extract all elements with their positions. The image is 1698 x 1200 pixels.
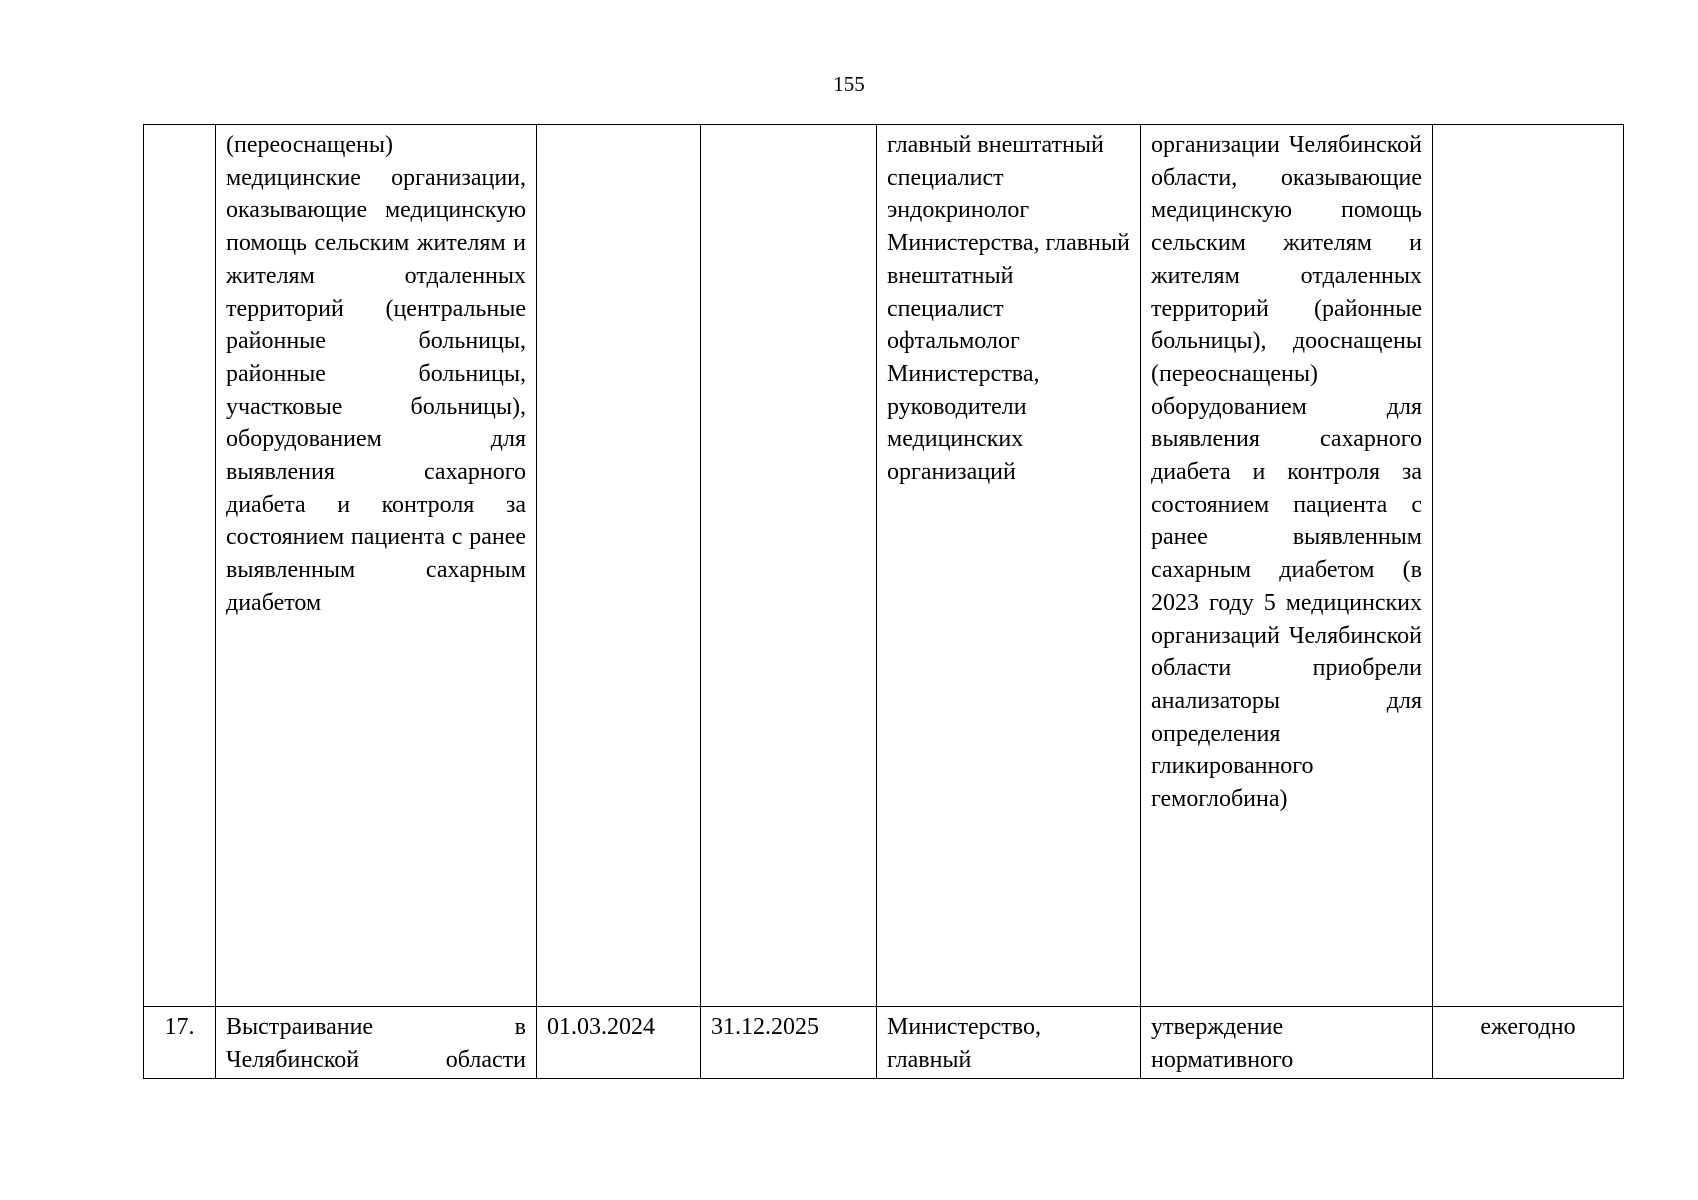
row-number-cell [144, 1007, 216, 1079]
period-text: ежегодно [1480, 1014, 1576, 1040]
result-text: утверждение нормативного [1151, 1014, 1294, 1073]
start-date-cell [537, 125, 701, 1007]
period-cell [1433, 125, 1624, 1007]
page-number: 155 [833, 72, 865, 96]
row-number: 17. [164, 1014, 195, 1040]
table-row [144, 125, 1624, 1007]
start-date: 01.03.2024 [547, 1014, 655, 1040]
end-date-cell [701, 1007, 877, 1079]
row-number-cell [144, 125, 216, 1007]
event-cell [216, 1007, 537, 1079]
measures-table [143, 124, 1624, 1079]
event-text: (переоснащены) медицинские организации, оказывающие медицинскую помощь сельским жителям и жителям отдаленных территорий (центральные районные больницы, районные больницы, участковые больницы), оборудованием для выявления сахарного диабета и контроля за состоянием пациента с ранее выявленным сахарным диабетом [226, 132, 526, 616]
event-cell [216, 125, 537, 1007]
event-text: Выстраивание в Челябинской области [226, 1014, 526, 1073]
table-row [144, 1007, 1624, 1079]
end-date-cell [701, 125, 877, 1007]
responsible-cell [877, 1007, 1141, 1079]
responsible-text: Министерство, главный [887, 1014, 1041, 1073]
result-cell [1141, 1007, 1433, 1079]
responsible-text: главный внештатный специалист эндокринолог Министерства, главный внештатный специалист офтальмолог Министерства, руководители медицинских организаций [887, 132, 1130, 486]
result-cell [1141, 125, 1433, 1007]
period-cell [1433, 1007, 1624, 1079]
end-date: 31.12.2025 [711, 1014, 819, 1040]
responsible-cell [877, 125, 1141, 1007]
start-date-cell [537, 1007, 701, 1079]
result-text: организации Челябинской области, оказывающие медицинскую помощь сельским жителям и жителям отдаленных территорий (районные больницы), дооснащены (переоснащены) оборудованием для выявления сахарного диабета и контроля за состоянием пациента с ранее выявленным сахарным диабетом (в 2023 году 5 медицинских организаций Челябинской области приобрели анализаторы для определения гликированного гемоглобина) [1151, 132, 1422, 813]
